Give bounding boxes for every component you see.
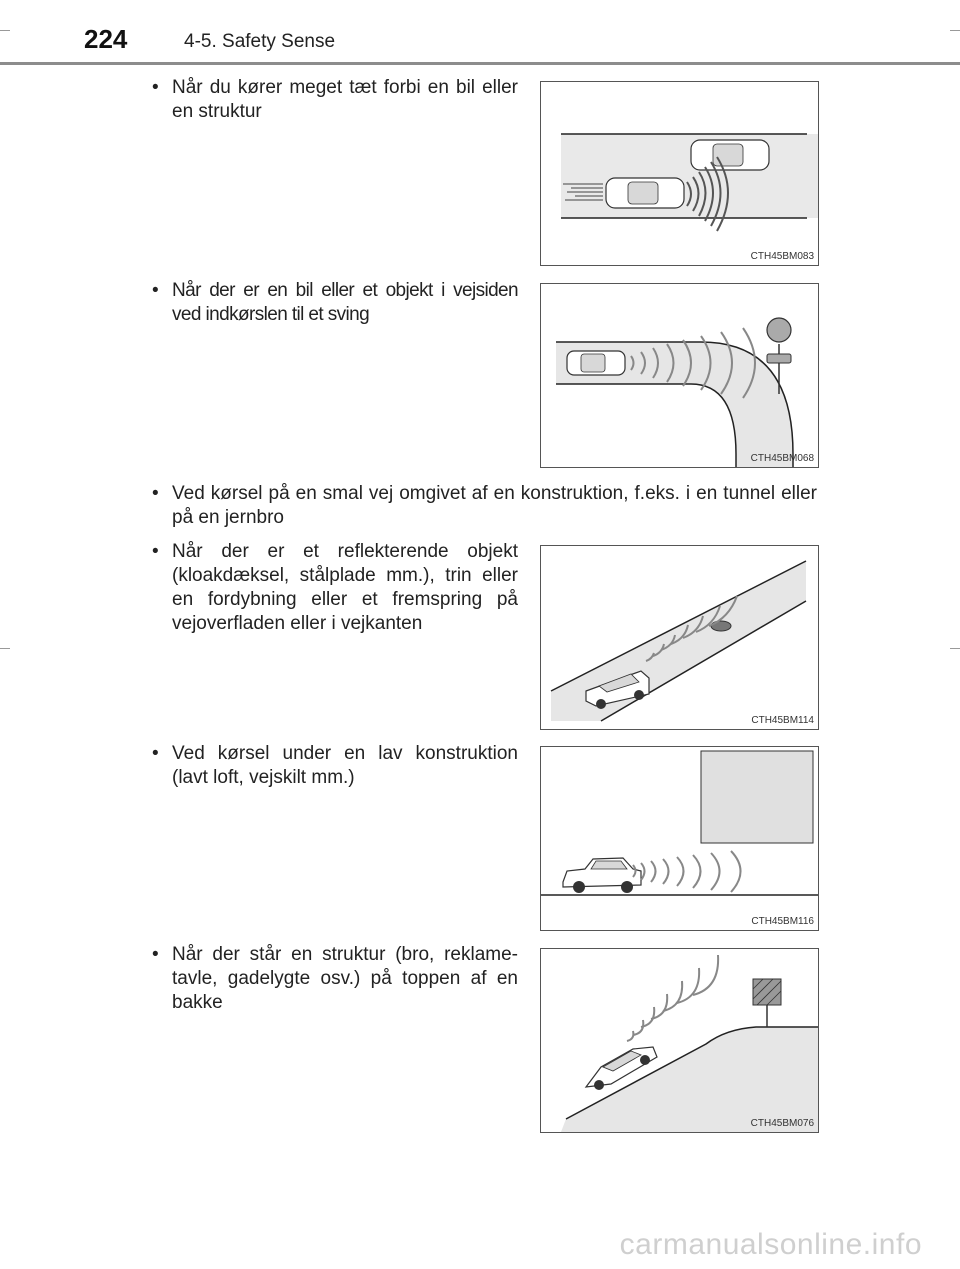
bullet-text: Når der er en bil eller et objekt i vejsiden ved indkørslen til et sving bbox=[172, 280, 518, 325]
bullet-marker: • bbox=[152, 743, 159, 764]
crop-mark bbox=[950, 648, 960, 649]
bullet-marker: • bbox=[152, 280, 159, 301]
bullet-item bbox=[150, 540, 518, 636]
crop-mark bbox=[950, 30, 960, 31]
figure-code: CTH45BM068 bbox=[750, 453, 814, 464]
bullet-text: Når du kører meget tæt forbi en bil eller en struktur bbox=[172, 77, 518, 122]
bullet-item bbox=[150, 279, 518, 327]
bullet-marker: • bbox=[152, 483, 159, 504]
figure-reflective-object bbox=[540, 545, 819, 730]
bullet-item bbox=[150, 482, 817, 530]
figure-code: CTH45BM083 bbox=[750, 251, 814, 262]
figure-code: CTH45BM116 bbox=[751, 916, 814, 927]
figure-hill-top-structure bbox=[540, 948, 819, 1133]
figure-close-pass bbox=[540, 81, 819, 266]
bullet-item bbox=[150, 76, 518, 124]
figure-curve-entry bbox=[540, 283, 819, 468]
figure-low-structure bbox=[540, 746, 819, 931]
section-title: 4-5. Safety Sense bbox=[184, 31, 336, 52]
bullet-text: Ved kørsel under en lav konstruktion (lavt loft, vejskilt mm.) bbox=[172, 743, 518, 788]
bullet-text: Ved kørsel på en smal vej omgivet af en konstruktion, f.eks. i en tunnel eller på en jernbro bbox=[172, 483, 817, 528]
bullet-text: Når der er et reflekterende objekt (kloakdæksel, stålplade mm.), trin eller en fordybning eller et fremspring på vejoverfladen eller i vejkanten bbox=[172, 541, 518, 634]
page-number: 224 bbox=[84, 24, 128, 54]
header-rule bbox=[0, 62, 960, 65]
bullet-marker: • bbox=[152, 944, 159, 965]
crop-mark bbox=[0, 30, 10, 31]
bullet-marker: • bbox=[152, 77, 159, 98]
bullet-item bbox=[150, 943, 518, 1015]
figure-code: CTH45BM076 bbox=[750, 1118, 814, 1129]
bullet-item bbox=[150, 742, 518, 790]
figure-code: CTH45BM114 bbox=[751, 715, 814, 726]
bullet-text: Når der står en struktur (bro, reklame-tavle, gadelygte osv.) på toppen af en bakke bbox=[172, 944, 518, 1013]
crop-mark bbox=[0, 648, 10, 649]
bullet-marker: • bbox=[152, 541, 159, 562]
watermark: carmanualsonline.info bbox=[619, 1228, 922, 1261]
